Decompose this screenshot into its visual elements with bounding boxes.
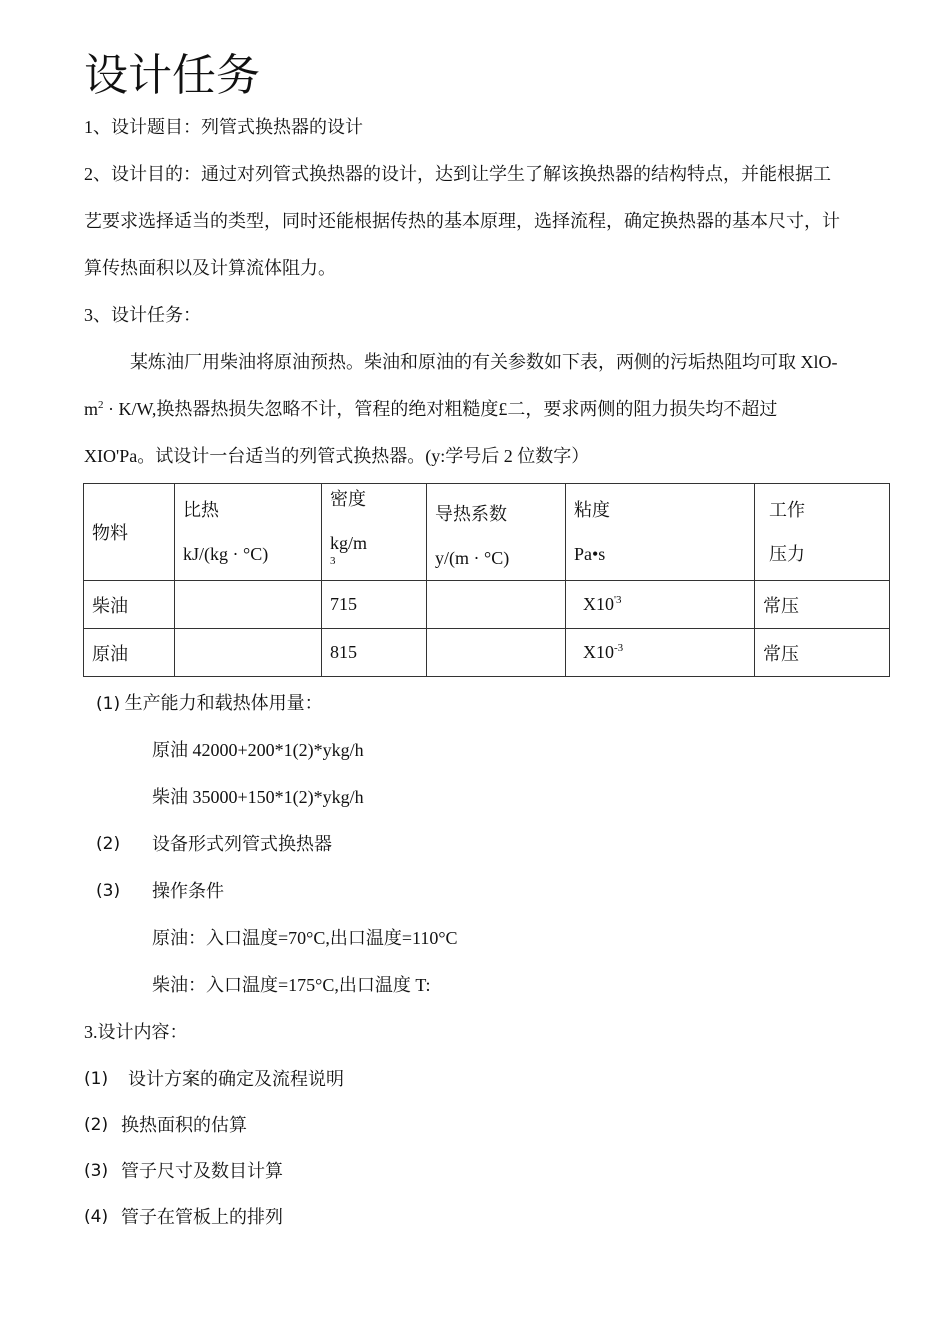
content-item-area: 换热面积的估算 [121,1115,247,1135]
page-title: 设计任务 [84,50,260,101]
operating-conditions: 操作条件 [152,881,224,901]
cell-material: 原油 [84,629,175,677]
task-paragraph-line-1: 某炼油厂用柴油将原油预热。柴油和原油的有关参数如下表，两侧的污垢热阻均可取 XlO- [130,352,838,372]
header-viscosity-unit: Pa•s [574,544,606,564]
design-purpose-line-3: 算传热面积以及计算流体阻力。 [84,258,336,278]
header-pressure-unit: 压力 [769,544,805,564]
task-paragraph-text: · K/W,换热器热损失忽略不计，管程的绝对粗糙度£二，要求两侧的阻力损失均不超过 [103,399,778,419]
content-item-scheme: 设计方案的确定及流程说明 [128,1069,344,1089]
cell-material: 柴油 [84,581,175,629]
design-purpose-line-1: 2、设计目的：通过对列管式换热器的设计，达到让学生了解该换热器的结构特点，并能根据工 [84,164,831,184]
header-conductivity-unit: y/(m · °C) [435,548,510,568]
table-row [84,581,890,629]
cell-specific-heat [175,629,322,677]
cell-viscosity [566,581,755,629]
header-conductivity [427,484,566,581]
density-unit-superscript: 3 [330,555,336,567]
list-marker: (2) [84,1115,109,1135]
list-marker: (3) [96,881,121,901]
cell-conductivity [427,629,566,677]
header-specific-heat-name: 比热 [183,500,219,520]
parameter-table [83,483,890,677]
crude-flow-rate: 原油 42000+200*1(2)*ykg/h [152,740,364,760]
list-marker: (1) [84,1069,109,1089]
capacity-heading [96,691,323,716]
list-marker: (3) [84,1161,109,1181]
viscosity-exponent: '3 [614,594,622,606]
task-paragraph-line-3: XIO'Pa。试设计一台适当的列管式换热器。(y:学号后 2 位数字） [84,446,590,466]
cell-density: 815 [322,629,427,677]
header-density [322,484,427,581]
header-density-unit [330,532,418,576]
diesel-flow-rate: 柴油 35000+150*1(2)*ykg/h [152,787,364,807]
header-specific-heat-unit: kJ/(kg · °C) [183,544,269,564]
design-content-heading: 3.设计内容： [84,1022,188,1042]
header-specific-heat [175,484,322,581]
design-purpose-line-2: 艺要求选择适当的类型，同时还能根据传热的基本原理，选择流程，确定换热器的基本尺寸，计 [84,211,840,231]
header-pressure-name: 工作 [769,500,805,520]
crude-temperatures: 原油：入口温度=70°C,出口温度=110°C [152,928,458,948]
list-marker: (4) [84,1207,109,1227]
content-item-tubes: 管子尺寸及数目计算 [121,1161,283,1181]
list-marker: (2) [96,834,121,854]
unit-superscript: 2 [98,399,104,411]
cell-viscosity [566,629,755,677]
header-material: 物料 [84,484,175,581]
cell-density: 715 [322,581,427,629]
design-topic: 1、设计题目：列管式换热器的设计 [84,117,363,137]
diesel-temperatures: 柴油：入口温度=175°C,出口温度 T: [152,975,431,995]
header-viscosity-name: 粘度 [574,500,610,520]
task-paragraph-line-2 [84,397,777,421]
cell-specific-heat [175,581,322,629]
header-viscosity [566,484,755,581]
cell-pressure: 常压 [755,629,890,677]
header-conductivity-name: 导热系数 [435,504,507,524]
capacity-label: 生产能力和载热体用量： [124,693,323,713]
unit-text: m [84,399,99,419]
design-task-heading: 3、设计任务： [84,305,201,325]
table-row [84,629,890,677]
cell-pressure: 常压 [755,581,890,629]
list-marker: (1) [96,694,121,714]
equipment-type: 设备形式列管式换热器 [152,834,332,854]
header-pressure [755,484,890,581]
header-density-name: 密度 [330,489,366,509]
viscosity-text: X10 [583,594,614,614]
viscosity-exponent: -3 [614,642,624,654]
content-item-layout: 管子在管板上的排列 [121,1207,283,1227]
density-unit-text: kg/m [330,533,368,553]
viscosity-text: X10 [583,642,614,662]
cell-conductivity [427,581,566,629]
table-header-row [84,484,890,581]
